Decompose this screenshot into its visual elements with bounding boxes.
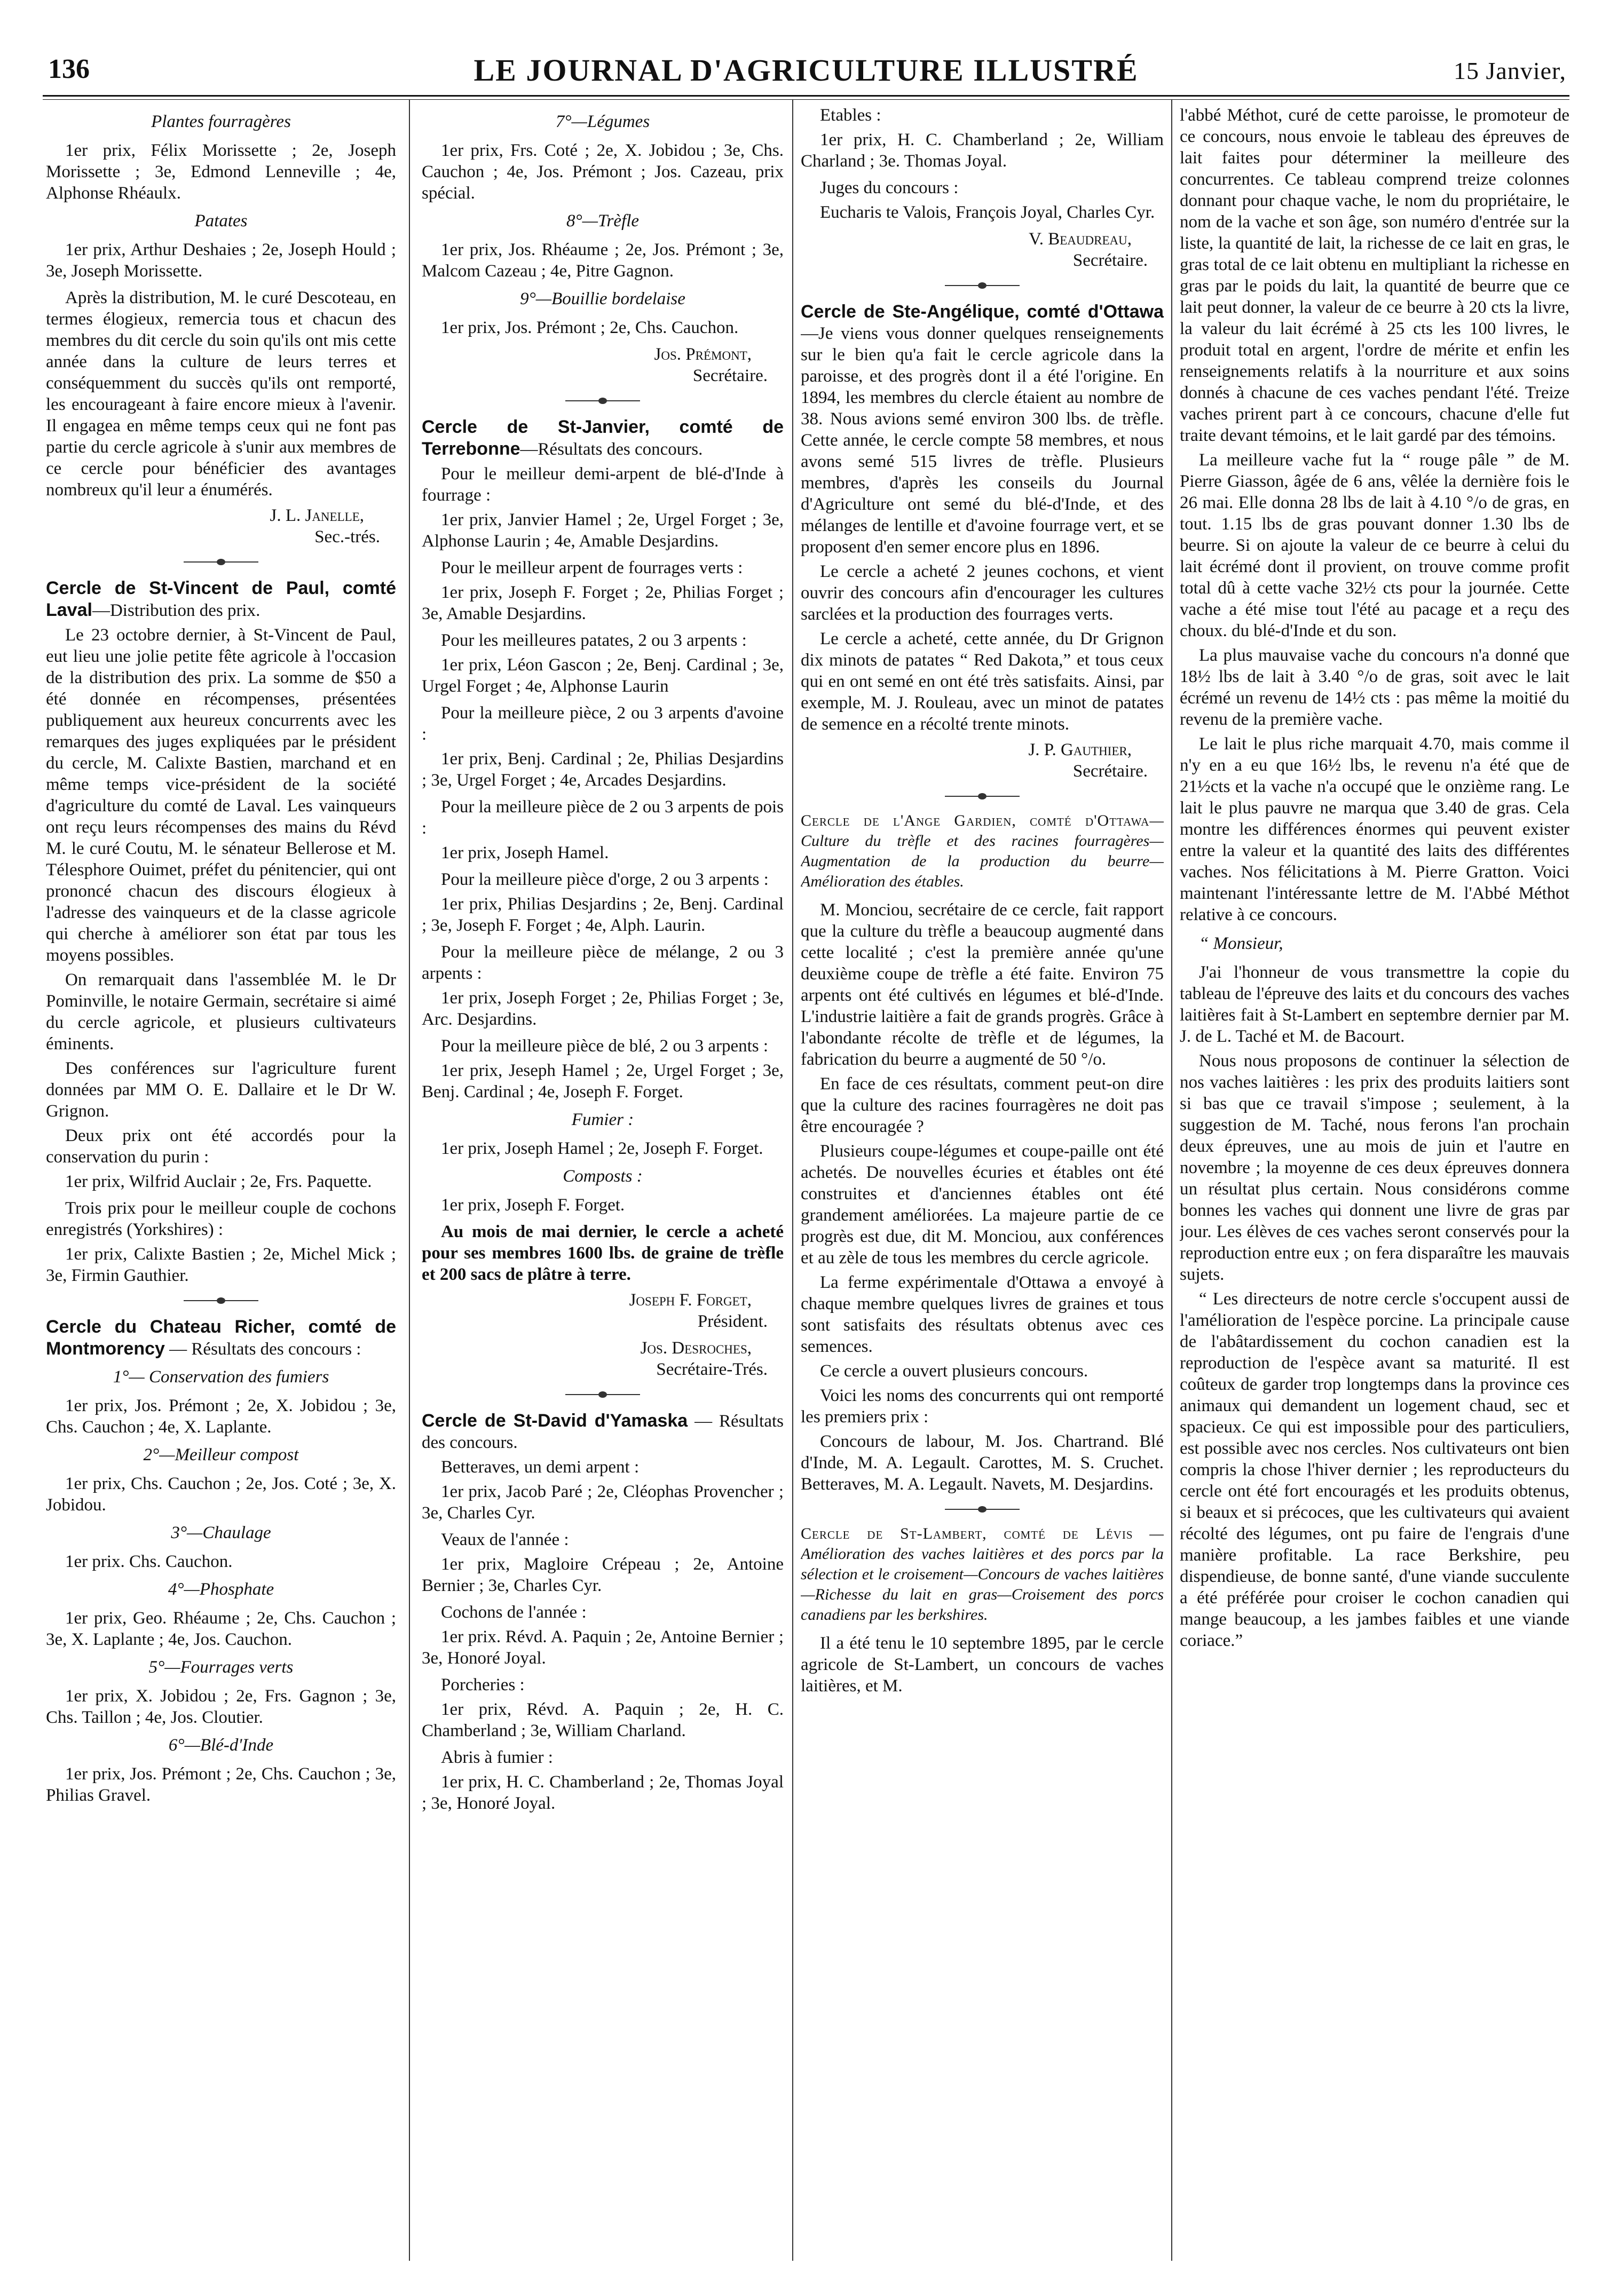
section-heading: Composts : xyxy=(563,1167,643,1186)
paragraph: Pour le meilleur demi-arpent de blé-d'Inde à fourrage : xyxy=(422,464,784,505)
paragraph: La plus mauvaise vache du concours n'a donné que 18½ lbs de lait à 3.40 °/o de gras, soit avec le lait écrémé un revenu de 14½ cts : pas même la moitié du revenu de la première vache. xyxy=(1180,646,1569,729)
section-heading: 8°—Trèfle xyxy=(566,211,640,231)
judges-list: Eucharis te Valois, François Joyal, Charles Cyr. xyxy=(820,203,1155,222)
page-number: 136 xyxy=(48,54,90,84)
paragraph: Le cercle a acheté, cette année, du Dr Grignon dix minots de patates “ Red Dakota,” et tous ceux qui en ont semé en ont été très satisfaits. Ainsi, par exemple, M. J. Rouleau, avec un minot de patates de semence en a récolté trente minots. xyxy=(801,629,1164,734)
prize-list: 1er prix, Philias Desjardins ; 2e, Benj. Cardinal ; 3e, Joseph F. Forget ; 4e, Alph. Laurin. xyxy=(422,894,784,935)
article-heading xyxy=(801,301,1164,558)
prize-list: 1er prix, Jos. Prémont ; 2e, X. Jobidou ; 3e, Chs. Cauchon ; 4e, X. Laplante. xyxy=(46,1396,396,1437)
prize-list: 1er prix, Frs. Coté ; 2e, X. Jobidou ; 3e, Chs. Cauchon ; 4e, Jos. Prémont ; Jos. Cazeau, prix spécial. xyxy=(422,141,784,203)
signature-role: Secrétaire-Trés. xyxy=(656,1360,768,1379)
prize-list: 1er prix, H. C. Chamberland ; 2e, William Charland ; 3e. Thomas Joyal. xyxy=(801,130,1164,171)
prize-list: 1er prix, Chs. Cauchon ; 2e, Jos. Coté ; 3e, X. Jobidou. xyxy=(46,1474,396,1515)
section-heading: 9°—Bouillie bordelaise xyxy=(520,289,685,308)
article-title: Cercle de St-David d'Yamaska xyxy=(422,1411,688,1431)
prize-list: 1er prix, Geo. Rhéaume ; 2e, Chs. Cauchon ; 3e, X. Laplante ; 4e, Jos. Cauchon. xyxy=(46,1609,396,1649)
page-header xyxy=(43,49,1569,94)
paragraph: Ce cercle a ouvert plusieurs concours. xyxy=(820,1361,1088,1381)
prize-list: 1er prix, Janvier Hamel ; 2e, Urgel Forget ; 3e, Alphonse Laurin ; 4e, Amable Desjardins. xyxy=(422,510,784,551)
article-title: Cercle de Ste-Angélique, comté d'Ottawa xyxy=(801,302,1164,322)
section-heading: 6°—Blé-d'Inde xyxy=(168,1736,274,1755)
signature-role: Secrétaire. xyxy=(692,366,768,385)
paragraph: Voici les noms des concurrents qui ont remporté les premiers prix : xyxy=(801,1386,1164,1427)
section-separator xyxy=(945,285,1020,286)
signature-role: Secrétaire. xyxy=(1072,251,1148,270)
prize-list: 1er prix, Jos. Prémont ; 2e, Chs. Cauchon. xyxy=(441,318,739,337)
prize-list: 1er prix, Arthur Deshaies ; 2e, Joseph Hould ; 3e, Joseph Morissette. xyxy=(46,240,396,281)
prize-list: 1er prix, Joseph F. Forget ; 2e, Philias Forget ; 3e, Amable Desjardins. xyxy=(422,583,784,623)
paragraph: La ferme expérimentale d'Ottawa a envoyé à chaque membre quelques livres de graines et tous sont satisfaits des résultats obtenus avec ces semences. xyxy=(801,1273,1164,1356)
prize-list: 1er prix, Félix Morissette ; 2e, Joseph Morissette ; 3e, Edmond Lenneville ; 4e, Alphonse Rhéaulx. xyxy=(46,141,396,203)
paragraph: Porcheries : xyxy=(441,1675,525,1695)
paragraph: Après la distribution, M. le curé Descoteau, en termes élogieux, remercia tous et chacun des membres du dit cercle du soin qu'ils ont mis cette année dans la culture de leurs terres et conséquemment du succès qu'ils ont remporté, les encourageant à faire encore mieux à l'avenir. Il engagea en même temps ceux qui ne font pas partie du cercle agricole à s'unir aux membres de ce cercle pour bénéficier des avantages nombreux qu'il leur a énumérés. xyxy=(46,288,396,500)
paragraph: M. Monciou, secrétaire de ce cercle, fait rapport que la culture du trèfle a beaucoup augmenté dans cette localité ; c'est la première année qu'une deuxième coupe de trèfle a été faite. Environ 75 arpents ont été cultivés en légumes et blé-d'Inde. L'industrie laitière a fait de grands progrès. Grâce à l'abondante récolte de trèfle et de légumes, la fabrication du beurre a augmenté de 50 °/o. xyxy=(801,900,1164,1069)
section-separator xyxy=(184,1300,258,1301)
paragraph: En face de ces résultats, comment peut-on dire que la culture des racines fourragères ne doit pas être encouragée ? xyxy=(801,1074,1164,1136)
section-heading: 5°—Fourrages verts xyxy=(148,1658,294,1677)
prize-list: 1er prix, X. Jobidou ; 2e, Frs. Gagnon ; 3e, Chs. Taillon ; 4e, Jos. Cloutier. xyxy=(46,1687,396,1727)
paragraph: Betteraves, un demi arpent : xyxy=(441,1458,640,1477)
section-separator xyxy=(184,561,258,563)
paragraph: Abris à fumier : xyxy=(441,1748,553,1767)
paragraph: Il a été tenu le 10 septembre 1895, par le cercle agricole de St-Lambert, un concours de vaches laitières, et M. xyxy=(801,1634,1164,1696)
paragraph: Trois prix pour le meilleur couple de cochons enregistrés (Yorkshires) : xyxy=(46,1199,396,1239)
prize-list: 1er prix, Jacob Paré ; 2e, Cléophas Provencher ; 3e, Charles Cyr. xyxy=(422,1482,784,1523)
paragraph: Pour le meilleur arpent de fourrages verts : xyxy=(441,558,743,577)
paragraph: l'abbé Méthot, curé de cette paroisse, le promoteur de ce concours, nous envoie le tableau des épreuves de lait faites pour déterminer la meilleure des concurrentes. Ce tableau comprend treize colonnes donnant pour chaque vache, le nom du propriétaire, le nom de la vache et son âge, son numéro d'entrée sur la liste, la quantité de lait, la richesse de ce lait en gras, le gras total de ce lait obtenu en multipliant la richesse en gras par le poids du lait, la quantité de beurre que ce lait peut donner, la valeur de ce beurre à 20 cts la livre, la valeur du lait écrémé à 25 cts les 100 livres, le produit total en argent, l'ordre de mérite et enfin les renseignements relatifs à la nourriture et aux soins donnés à chacune de ces vaches pendant l'été. Treize vaches prirent part à ce concours, chacune d'elle fut traite devant témoins, et le lait gardé par des témoins. xyxy=(1180,106,1569,445)
prize-list: 1er prix, Magloire Crépeau ; 2e, Antoine Bernier ; 3e, Charles Cyr. xyxy=(422,1555,784,1595)
signature-role: Sec.-trés. xyxy=(314,527,380,547)
prize-list: 1er prix, Joseph Hamel ; 2e, Joseph F. Forget. xyxy=(441,1139,763,1158)
section-heading: Patates xyxy=(194,211,248,231)
article-body: —Je viens vous donner quelques renseignements sur le bien qu'a fait le cercle agricole dans la paroisse, et des progrès dont il a été l'origine. En 1894, les membres du clercle étaient au nombre de 38. Nous avions semé environ 300 lbs. de trèfle. Cette année, le cercle compte 58 membres, et nous avons semé 515 livres de trèfle. Plusieurs membres, d'après les conseils du Journal d'Agriculture ont semé du blé-d'Inde, et des mélanges de lentille et d'avoine fourrage vert, et se proposent d'en semer encore plus en 1896. xyxy=(801,324,1164,557)
signature: J. L. Janelle, xyxy=(270,506,364,525)
article-subtitle: —Distribution des prix. xyxy=(92,601,261,620)
header-rule-thin xyxy=(43,99,1569,100)
signature: Jos. Prémont, xyxy=(654,345,752,364)
article-subtitle: — Résultats des concours. xyxy=(422,1412,784,1452)
signature-role: Secrétaire. xyxy=(1072,762,1148,781)
paragraph: Pour la meilleure pièce, 2 ou 3 arpents d'avoine : xyxy=(422,703,784,744)
prize-list: 1er prix, Jos. Rhéaume ; 2e, Jos. Prémont ; 3e, Malcom Cazeau ; 4e, Pitre Gagnon. xyxy=(422,240,784,281)
section-separator xyxy=(945,796,1020,797)
prize-list: 1er prix. Chs. Cauchon. xyxy=(65,1552,233,1571)
column-1 xyxy=(46,105,396,2250)
article-title: Cercle de St-Vincent de Paul, comté Laval xyxy=(46,578,396,620)
paragraph: Veaux de l'année : xyxy=(441,1530,569,1549)
article-title: Cercle du Chateau Richer, comté de Montmorency xyxy=(46,1317,396,1359)
signature: Joseph F. Forget, xyxy=(629,1290,752,1310)
article-title: Cercle de St-Janvier, comté de Terrebonne xyxy=(422,417,784,459)
letter-salutation: “ Monsieur, xyxy=(1199,934,1283,953)
article-subtitle: —Culture du trèfle et des racines fourragères—Augmentation de la production du beurre—Amélioration des étables. xyxy=(801,812,1164,890)
article-title: Cercle de l'Ange Gardien, comté d'Ottawa xyxy=(801,812,1150,829)
paragraph: Plusieurs coupe-légumes et coupe-paille ont été achetés. De nouvelles écuries et étables ont été construites et d'anciennes étables ont été grandement améliorées. La majeure partie de ce progrès est due, dit M. Monciou, aux conférences et au zèle de tous les membres du cercle agricole. xyxy=(801,1142,1164,1268)
column-2 xyxy=(422,105,784,2250)
column-4 xyxy=(1180,105,1569,2250)
prize-list: 1er prix, Révd. A. Paquin ; 2e, H. C. Chamberland ; 3e, William Charland. xyxy=(422,1700,784,1740)
column-divider xyxy=(409,99,410,2261)
article-subtitle: — Amélioration des vaches laitières et des porcs par la sélection et le croisement—Concours de vaches laitières—Richesse du lait en gras—Croisement des porcs canadiens par les berkshires. xyxy=(801,1525,1164,1624)
prize-list: 1er prix, Léon Gascon ; 2e, Benj. Cardinal ; 3e, Urgel Forget ; 4e, Alphonse Laurin xyxy=(422,655,784,696)
paragraph: “ Les directeurs de notre cercle s'occupent aussi de l'amélioration de l'espèce porcine. La principale cause de l'abâtardissement du cochon canadien est la reproduction de l'espèce avant sa maturité. Il est coûteux de garder trop longtemps dans la province ces animaux qui demandent un logement chaud, sec et spacieux. Ce qui est impossible pour des particuliers, est possible avec nos cercles. Nos cultivateurs ont bien compris la chose l'hiver dernier ; les reproducteurs du cercle ont été fort encouragés et les produits obtenus, si beaux et si précoces, que les cultivateurs qui avaient récolté des légumes, ont pu faire de l'engrais d'une manière profitable. La race Berkshire, peu dispendieuse, de bonne santé, d'une viande succulente a été préférée pour croiser le cochon canadien qui mange beaucoup, a les jambes faibles et une viande coriace.” xyxy=(1180,1289,1569,1650)
paragraph: Etables : xyxy=(820,106,881,125)
paragraph: Le cercle a acheté 2 jeunes cochons, et vient ouvrir des concours afin d'encourager les cultures sarclées et la production des fourrages verts. xyxy=(801,562,1164,624)
article-subtitle: —Résultats des concours. xyxy=(520,440,703,459)
paragraph: Le lait le plus riche marquait 4.70, mais comme il n'y en a eu que 16½ lbs, le revenu n'a été que de 21½cts et la vache n'a occupé que le onzième rang. Le lait le plus pauvre ne marqua que 3.40 de gras. Cela montre les différences énormes qui peuvent exister entre la valeur et la quantité des laits des différentes vaches. Nos félicitations à M. Pierre Gratton. Voici maintenant l'intéressante lettre de M. l'Abbé Méthot relative à ce concours. xyxy=(1180,734,1569,924)
signature: Jos. Desroches, xyxy=(640,1339,752,1358)
prize-list: 1er prix, Joseph Hamel. xyxy=(441,843,609,862)
section-separator xyxy=(565,400,640,401)
section-separator xyxy=(945,1509,1020,1510)
paragraph: Cochons de l'année : xyxy=(441,1603,587,1622)
section-heading: 2°—Meilleur compost xyxy=(143,1445,299,1464)
signature: J. P. Gauthier, xyxy=(1028,740,1132,759)
paragraph: Pour la meilleure pièce de 2 ou 3 arpents de pois : xyxy=(422,797,784,838)
section-heading: Fumier : xyxy=(571,1110,634,1129)
paragraph: La meilleure vache fut la “ rouge pâle ” de M. Pierre Giasson, âgée de 6 ans, vêlée la dernière fois le 26 mai. Elle donna 28 lbs de lait à 4.10 °/o de gras, en tout. 1.15 lbs de gras pouvant donner 1.30 lbs de beurre. Si on ajoute la valeur de ce beurre à celui du lait écrémé dont il provient, on trouve comme profit total dû à cette vache 32½ cts pour la journée. Cette vache a été mise tout l'été au pacage et a reçu des choux. du blé-d'Inde et du son. xyxy=(1180,450,1569,640)
paragraph: Des conférences sur l'agriculture furent données par MM O. E. Dallaire et le Dr W. Grignon. xyxy=(46,1059,396,1121)
column-3 xyxy=(801,105,1164,2250)
prize-list: 1er prix, Jeseph Hamel ; 2e, Urgel Forget ; 3e, Benj. Cardinal ; 4e, Joseph F. Forget. xyxy=(422,1061,784,1102)
paragraph: Le 23 octobre dernier, à St-Vincent de Paul, eut lieu une jolie petite fête agricole à l'occasion de la distribution des prix. La somme de $50 a été donnée en récompenses, présentées publiquement aux heureux concurrents avec les remarques des juges expliquées par le président du cercle, M. Calixte Bastien, marchand et en même temps vice-président de la société d'agriculture du comté de Laval. Les vainqueurs ont reçu leurs récompenses des mains du Révd M. le curé Coutu, M. le sénateur Bellerose et M. Télesphore Ouimet, préfet du pénitencier, qui ont prononcé chacun des discours élogieux à l'adresse des vainqueurs et de la classe agricole qui cherche à améliorer son état par tous les moyens possibles. xyxy=(46,626,396,965)
paragraph: Deux prix ont été accordés pour la conservation du purin : xyxy=(46,1126,396,1167)
paragraph: Au mois de mai dernier, le cercle a acheté pour ses membres 1600 lbs. de graine de trèfle et 200 sacs de plâtre à terre. xyxy=(422,1222,784,1284)
article-heading xyxy=(801,811,1164,892)
paragraph: Concours de labour, M. Jos. Chartrand. Blé d'Inde, M. A. Legault. Carottes, M. S. Cruchet. Betteraves, M. A. Legault. Navets, M. Desjardins. xyxy=(801,1432,1164,1494)
section-separator xyxy=(565,1394,640,1395)
issue-date: 15 Janvier, xyxy=(1454,57,1566,84)
prize-list: 1er prix, Joseph F. Forget. xyxy=(441,1195,625,1215)
paragraph: Pour la meilleure pièce de mélange, 2 ou 3 arpents : xyxy=(422,943,784,983)
paragraph: On remarquait dans l'assemblée M. le Dr Pominville, le notaire Germain, secrétaire si aimé du cercle agricole, et plusieurs cultivateurs éminents. xyxy=(46,970,396,1054)
paragraph: Juges du concours : xyxy=(820,178,959,197)
paragraph: J'ai l'honneur de vous transmettre la copie du tableau de l'épreuve des laits et du concours des vaches laitières fait à St-Lambert en septembre dernier par M. J. de L. Taché et M. de Bacourt. xyxy=(1180,963,1569,1046)
prize-list: 1er prix. Révd. A. Paquin ; 2e, Antoine Bernier ; 3e, Honoré Joyal. xyxy=(422,1627,784,1668)
section-heading: 1°— Conservation des fumiers xyxy=(113,1367,329,1387)
article-heading xyxy=(422,416,784,460)
paragraph: Nous nous proposons de continuer la sélection de nos vaches laitières : les prix des produits laitiers sont si bas que ce travail s'impose ; seulement, à la suggestion de M. Taché, nous ferons l'an prochain deux épreuves, une au mois de juin et l'autre en novembre ; la moyenne de ces deux épreuves donnera un résultat plus certain. Nous considérons comme bonnes les vaches qui donnent une livre de gras par jour. Les élèves de ces vaches seront conservés pour la reproduction entre eux ; on fera disparaître les mauvais sujets. xyxy=(1180,1051,1569,1284)
article-heading xyxy=(46,577,396,621)
prize-list: 1er prix, Benj. Cardinal ; 2e, Philias Desjardins ; 3e, Urgel Forget ; 4e, Arcades Desjardins. xyxy=(422,749,784,790)
paragraph: Pour les meilleures patates, 2 ou 3 arpents : xyxy=(441,631,747,650)
signature: V. Beaudreau, xyxy=(1029,229,1132,249)
article-title: Cercle de St-Lambert, comté de Lévis xyxy=(801,1525,1133,1542)
article-subtitle: — Résultats des concours : xyxy=(164,1340,361,1359)
paragraph: Pour la meilleure pièce de blé, 2 ou 3 arpents : xyxy=(441,1036,769,1056)
signature-role: Président. xyxy=(697,1312,768,1331)
section-heading: 7°—Légumes xyxy=(555,112,650,131)
prize-list: 1er prix, Calixte Bastien ; 2e, Michel Mick ; 3e, Firmin Gauthier. xyxy=(46,1245,396,1285)
prize-list: 1er prix, Wilfrid Auclair ; 2e, Frs. Paquette. xyxy=(65,1172,372,1191)
header-rule xyxy=(43,95,1569,97)
prize-list: 1er prix, Jos. Prémont ; 2e, Chs. Cauchon ; 3e, Philias Gravel. xyxy=(46,1764,396,1805)
article-heading xyxy=(422,1410,784,1453)
section-heading: 4°—Phosphate xyxy=(168,1580,274,1599)
section-heading: Plantes fourragères xyxy=(151,112,291,131)
article-heading xyxy=(46,1316,396,1360)
journal-title: LE JOURNAL D'AGRICULTURE ILLUSTRÉ xyxy=(473,53,1139,88)
paragraph: Pour la meilleure pièce d'orge, 2 ou 3 arpents : xyxy=(441,870,769,889)
prize-list: 1er prix, Joseph Forget ; 2e, Philias Forget ; 3e, Arc. Desjardins. xyxy=(422,988,784,1029)
column-divider xyxy=(1171,99,1172,2261)
article-heading xyxy=(801,1524,1164,1625)
prize-list: 1er prix, H. C. Chamberland ; 2e, Thomas Joyal ; 3e, Honoré Joyal. xyxy=(422,1772,784,1813)
column-divider xyxy=(792,99,793,2261)
section-heading: 3°—Chaulage xyxy=(171,1523,271,1542)
